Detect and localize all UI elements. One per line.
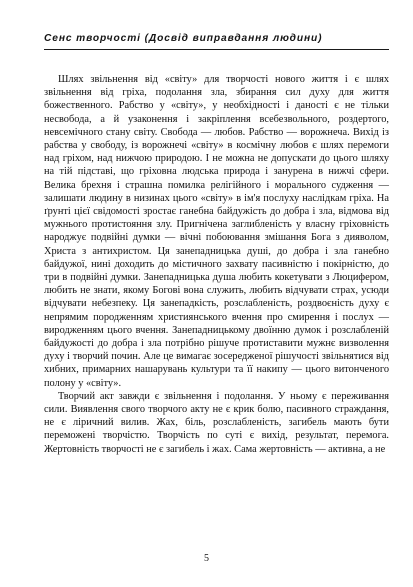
page-number: 5: [204, 553, 209, 564]
running-head: [44, 33, 389, 45]
paragraph: Шлях звільнення від «світу» для творчості нового життя і є шлях звільнення від гріха, подолання зла, збирання сил духу для життя божественного. Рабство у «світу», у необхідності і даності є не тільки несвобода, а й узаконення і закріплення всебезвольного, роздертого, невсемічного стану світу. Свобода — любов. Рабство — ворожнеча. Вихід із рабства у свободу, із ворожнечі «світу» в космічну любов є шлях перемоги над гріхом, над нижчою природою. І не можна не допускати до цього шляху на тій підставі, що гріховна людська природа і занурена в нижчі сфери. Велика брехня і страшна помилка релігійного і морального судження — залишати людину в низинах цього «світу» в ім'я послуху наслідкам гріха. На ґрунті цієї свідомості зростає ганебна байдужість до добра і зла, відмова від мужнього протистояння злу. Пригнічена заглибленість у власну гріховність народжує подвійні думки — вічні побоювання змішання Бога з дияволом, Христа з антихристом. Ця занепадницька душі, до добра і зла ганебно байдужої, нині доходить до містичного захвату пасивністю і покірністю, до три в подвійні думки. Занепадницька душа любить кокетувати з Люцифером, любить не знати, якому Богові вона служить, любить відчувати страх, усюди відчувати небезпеку. Ця занепадкість, розслабленість, роздвоєність духу є непрямим породженням християнського вчення про смирення і послух — виродженням цього вчення. Занепадницькому двоїнню думок і розслабленій байдужості до добра і зла потрібно рішуче протиставити мужнє визволення духу і творчий почин. Але це вимагає зосередженої рішучості звільнятися від хибних, примарних нашарувань культури та її накипу — цього витонченого полону у «світу».: [44, 74, 389, 389]
body-text: [44, 73, 389, 456]
header-rule: [44, 49, 389, 50]
paragraph: Творчий акт завжди є звільнення і подолання. У ньому є переживання сили. Виявлення свого творчого акту не є крик болю, пасивного страждання, не є ліричний вилив. Жах, біль, розслабленість, загибель мають бути переможені творчістю. Творчість по суті є вихід, результат, перемога. Жертовність творчості не є загибель і жах. Сама жертовність — активна, а не: [44, 390, 389, 455]
running-title: Сенс творчості: [44, 33, 141, 44]
running-subtitle: (Досвід виправдання людини): [144, 33, 323, 44]
